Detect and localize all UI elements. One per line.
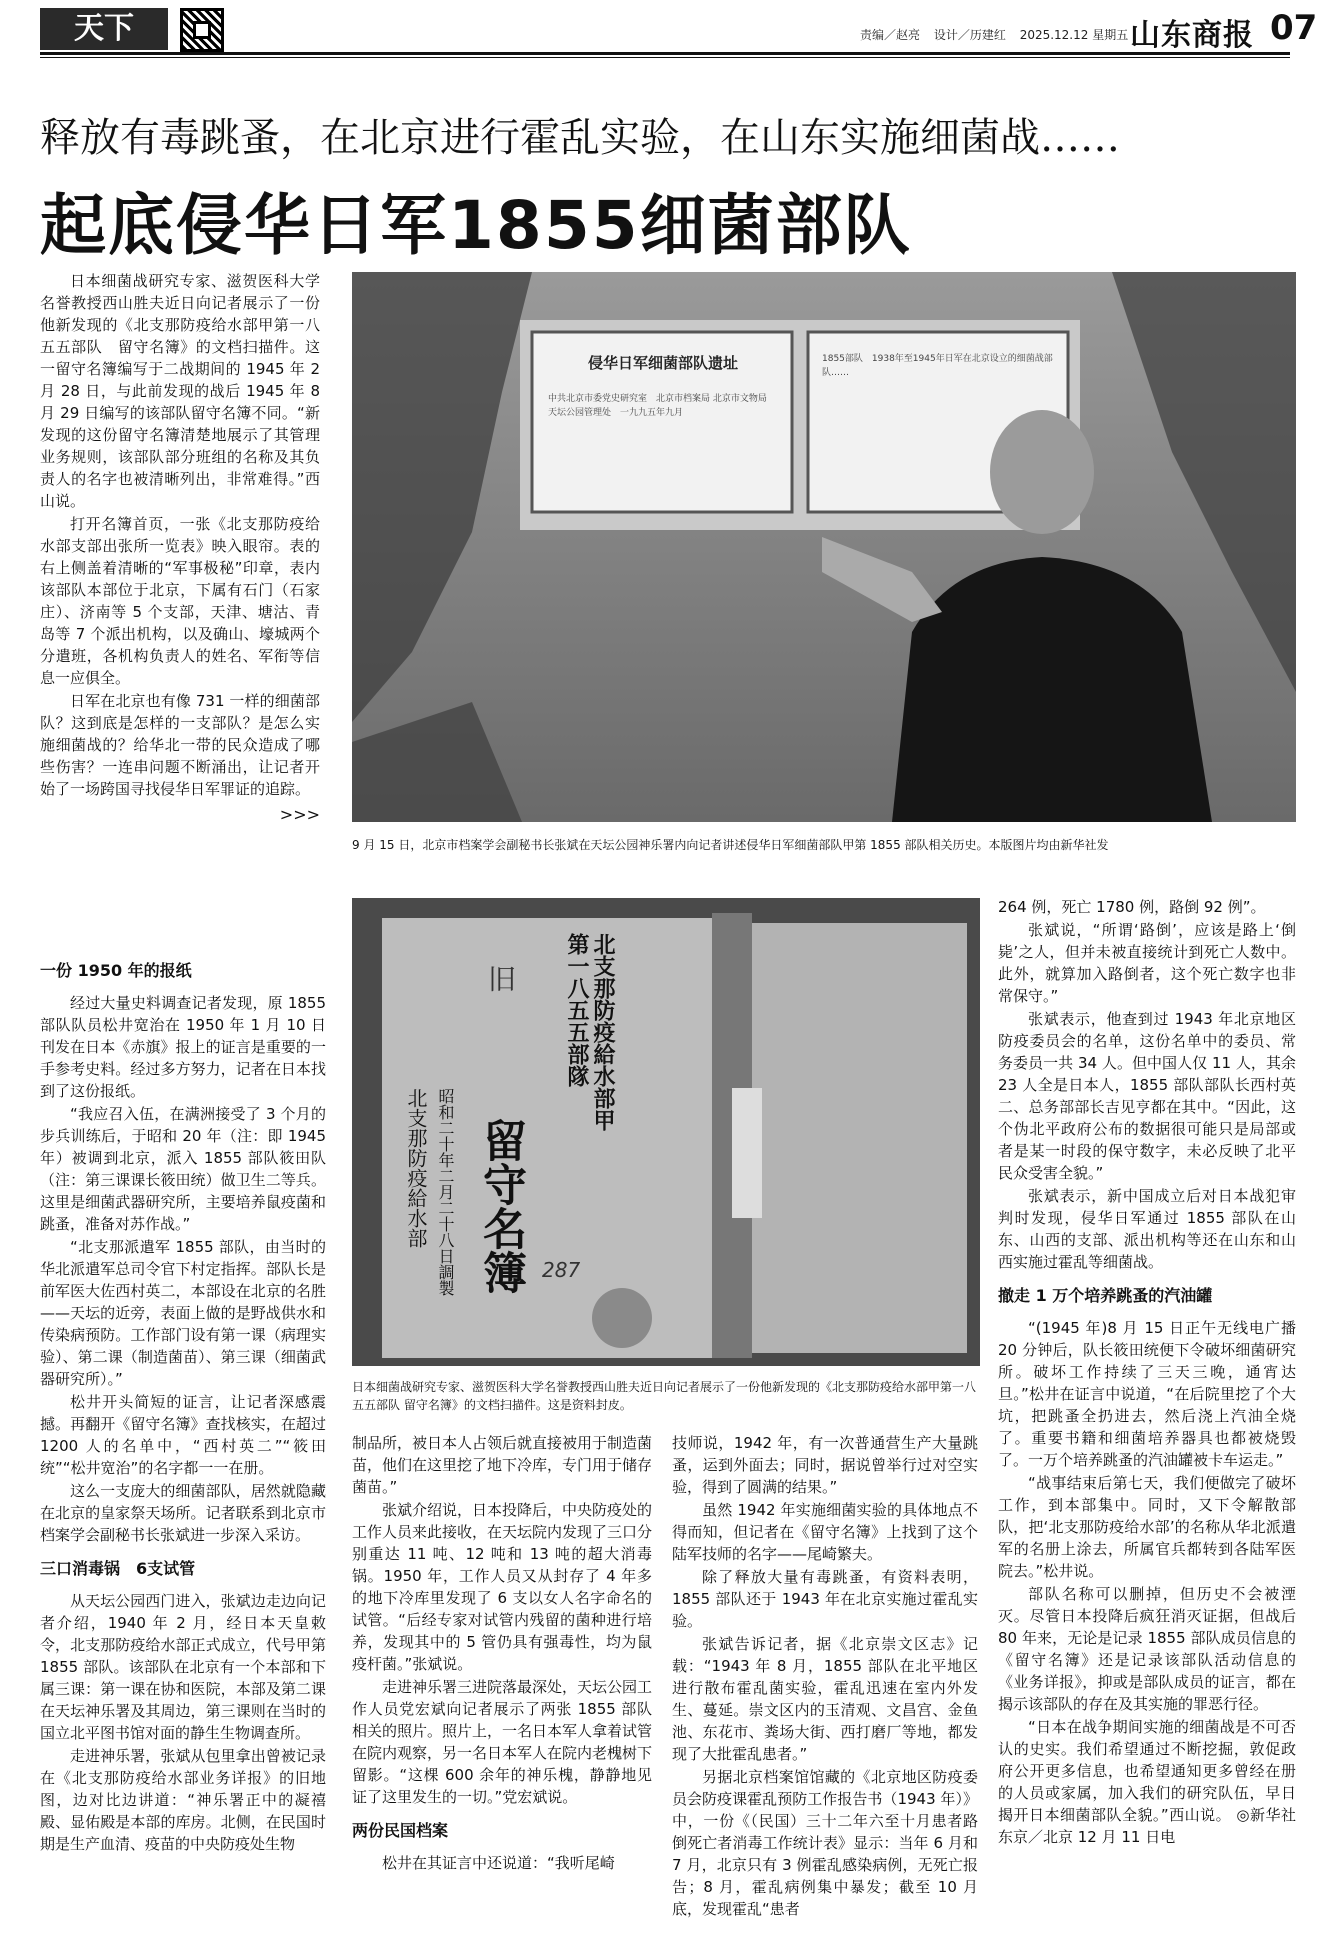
body-paragraph: 张斌说，“所谓‘路倒’，应该是路上‘倒毙’之人，但并未被直接统计到死亡人数中。此外，就算加入路倒者，这个死亡数字也非常保守。”	[998, 921, 1296, 1005]
subhead-gasoline-cans: 撤走 1 万个培养跳蚤的汽油罐	[998, 1286, 1213, 1305]
body-paragraph: “北支那派遣军 1855 部队，由当时的华北派遣军总司令官下村定指挥。部队长是前军医大佐西村英二，本部设在北京的名胜——天坛的近旁，表面上做的是野战供水和传染病预防。工作部门设有第一课（病理实验）、第二课（制造菌苗）、第三课（细菌武器研究所）。”	[40, 1238, 326, 1388]
intro-paragraph: 日本细菌战研究专家、滋贺医科大学名誉教授西山胜夫近日向记者展示了一份他新发现的《北支那防疫给水部甲第一八五五部队 留守名簿》的文档扫描件。这一留守名簿编写于二战期间的 1945 年 2 月 28 日，与此前发现的战后 1945 年 8 月 29 日编写的该部队留守名簿不同。“新发现的这份留守名簿清楚地展示了其管理业务规则，该部队部分班组的名称及其负责人的名字也被清晰列出，非常难得。”西山说。	[40, 272, 320, 510]
designer: 设计／历建红	[933, 28, 1006, 42]
book-publisher: 北支那防疫給水部	[404, 1088, 428, 1248]
book-mark: 旧	[488, 963, 517, 996]
subhead-disinfection-pots: 三口消毒锅 6支试管	[40, 1559, 196, 1578]
body-column-2	[352, 1432, 652, 1875]
editor: 责编／赵亮	[860, 28, 921, 42]
body-paragraph: “(1945 年)8 月 15 日正午无线电广播 20 分钟后，队长筱田统便下令破坏细菌研究所。破坏工作持续了三天三晚，通宵达旦。”松井在证言中说道，“在后院里挖了个大坑，把跳蚤全扔进去，然后浇上汽油全烧了。重要书籍和细菌培养器具也都被烧毁了。一万个培养跳蚤的汽油罐被卡车运走。”	[998, 1319, 1296, 1469]
body-paragraph: 除了释放大量有毒跳蚤，有资料表明，1855 部队还于 1943 年在北京实施过霍乱实验。	[672, 1568, 978, 1630]
masthead	[40, 8, 1323, 54]
kicker-headline: 释放有毒跳蚤，在北京进行霍乱实验，在山东实施细菌战……	[40, 115, 1120, 161]
body-paragraph: 松井开头简短的证言，让记者深感震撼。再翻开《留守名簿》查找核实，在超过 1200 人的名单中，“西村英二”“筱田统”“松井宽治”的名字都一一在册。	[40, 1393, 326, 1477]
body-paragraph: 技师说，1942 年，有一次普通营生产大量跳蚤，运到外面去；同时，据说曾举行过对空实验，得到了圆满的结果。”	[672, 1434, 978, 1496]
body-column-1	[40, 948, 326, 1856]
continued-marker: >>>	[279, 805, 320, 824]
body-paragraph: “战事结束后第七天，我们便做完了破坏工作，到本部集中。同时，又下令解散部队，把‘北支那防疫给水部’的名称从华北派遣军的名册上涂去，所属官兵都转到各陆军医院去。”松井说。	[998, 1474, 1296, 1580]
body-paragraph: 这么一支庞大的细菌部队，居然就隐藏在北京的皇家祭天场所。记者联系到北京市档案学会副秘书长张斌进一步深入采访。	[40, 1482, 326, 1544]
body-paragraph: 从天坛公园西门进入，张斌边走边向记者介绍，1940 年 2 月，经日本天皇敕令，北支那防疫给水部正式成立，代号甲第 1855 部队。该部队在北京有一个本部和下属三课：第一课在协和医院，本部及第二课在天坛神乐署及其周边，第三课则在当时的国立北平图书馆对面的静生生物调查所。	[40, 1592, 326, 1742]
page-number: 07	[1270, 8, 1318, 48]
photo-archive-cover	[352, 898, 980, 1366]
subhead-newspaper-1950: 一份 1950 年的报纸	[40, 961, 192, 980]
page-meta	[860, 26, 1138, 43]
body-paragraph: 264 例，死亡 1780 例，路倒 92 例”。	[998, 898, 1266, 916]
photo1-caption: 9 月 15 日，北京市档案学会副秘书长张斌在天坛公园神乐署内向记者讲述侵华日军细菌部队甲第 1855 部队相关历史。本版图片均由新华社发	[352, 838, 1109, 852]
intro-paragraph: 打开名簿首页，一张《北支那防疫给水部支部出张所一览表》映入眼帘。表的右上侧盖着清晰的“军事极秘”印章，表内该部队本部位于北京，下属有石门（石家庄）、济南等 5 个支部，天津、塘沽、青岛等 7 个派出机构，以及确山、壕城两个分遣班，各机构负责人的姓名、军衔等信息一应俱全。	[40, 515, 320, 687]
masthead-rule	[40, 52, 1290, 55]
book-number: 287	[542, 1258, 581, 1282]
body-paragraph: 经过大量史料调查记者发现，原 1855 部队队员松井宽治在 1950 年 1 月 10 日刊发在日本《赤旗》报上的证言是重要的一手参考史料。经过多方努力，记者在日本找到了这份报纸。	[40, 994, 326, 1100]
date: 2025.12.12 星期五	[1019, 28, 1129, 42]
body-paragraph: 张斌表示，他查到过 1943 年北京地区防疫委员会的名单，这份名单中的委员、常务委员一共 34 人。但中国人仅 11 人，其余 23 人全是日本人，1855 部队部队长西村英二、总务部部长吉见亨都在其中。“因此，这个伪北平政府公布的数据很可能只是局部或者是某一时段的保守数字，未必反映了北平民众受害全貌。”	[998, 1010, 1296, 1182]
intro-column	[40, 270, 320, 830]
photo-temple-wall	[352, 272, 1296, 822]
body-column-3	[672, 1432, 978, 1921]
body-paragraph: 走进神乐署三进院落最深处，天坛公园工作人员党宏斌向记者展示了两张 1855 部队相关的照片。照片上，一名日本军人拿着试管在院内观察，另一名日本军人在院内老槐树下留影。“这棵 600 余年的神乐槐，静静地见证了这里发生的一切。”党宏斌说。	[352, 1678, 653, 1806]
body-paragraph: 走进神乐署，张斌从包里拿出曾被记录在《北支那防疫给水部业务详报》的旧地图，边对比边讲道：“神乐署正中的凝禧殿、显佑殿是本部的库房。北侧，在民国时期是生产血清、疫苗的中央防疫处生物	[40, 1747, 326, 1853]
qr-code-icon[interactable]	[180, 8, 224, 52]
paper-name: 山东商报	[1130, 18, 1254, 53]
photo2-caption: 日本细菌战研究专家、滋贺医科大学名誉教授西山胜夫近日向记者展示了一份他新发现的《北支那防疫给水部甲第一八五五部队 留守名簿》的文档扫描件。这是资料封皮。	[352, 1380, 977, 1412]
book-title: 留守名簿	[475, 1118, 526, 1294]
body-paragraph: 松井在其证言中还说道：“我听尾崎	[382, 1854, 615, 1872]
intro-paragraph: 日军在北京也有像 731 一样的细菌部队？这到底是怎样的一支部队？是怎么实施细菌战的？给华北一带的民众造成了哪些伤害？一连串问题不断涌出，让记者开始了一场跨国寻找侵华日军罪证的追踪。	[40, 692, 320, 798]
body-paragraph: 部队名称可以删掉，但历史不会被湮灭。尽管日本投降后疯狂消灭证据，但战后 80 年来，无论是记录 1855 部队成员信息的《留守名簿》还是记录该部队活动信息的《业务详报》，抑或是部队成员的证言，都在揭示该部队的存在及其实施的罪恶行径。	[998, 1585, 1296, 1713]
section-tag: 天下	[40, 8, 168, 50]
body-column-4	[998, 896, 1296, 1849]
masthead-rule-thin	[40, 57, 1290, 58]
body-paragraph: 张斌介绍说，日本投降后，中央防疫处的工作人员来此接收，在天坛院内发现了三口分别重达 11 吨、12 吨和 13 吨的超大消毒锅。1950 年，工作人员又从封存了 4 年多的地下冷库里发现了 6 支以女人名字命名的试管。“后经专家对试管内残留的菌种进行培养，发现其中的 5 管仍具有强毒性，均为鼠疫杆菌。”张斌说。	[352, 1501, 653, 1673]
body-paragraph: 张斌告诉记者，据《北京崇文区志》记载：“1943 年 8 月，1855 部队在北平地区进行散布霍乱菌实验，霍乱迅速在室内外发生、蔓延。崇文区内的玉清观、文昌宫、金鱼池、东花市、粪场大街、西打磨厂等地，都发现了大批霍乱患者。”	[672, 1635, 978, 1763]
main-headline: 起底侵华日军1855细菌部队	[40, 187, 912, 264]
book-unit: 北支那防疫給水部甲第一八五五部隊	[564, 933, 616, 1131]
body-paragraph: 另据北京档案馆馆藏的《北京地区防疫委员会防疫课霍乱预防工作报告书（1943 年）》中，一份《（民国）三十二年六至十月患者路倒死亡者消毒工作统计表》显示：当年 6 月和 7 月，北京只有 3 例霍乱感染病例，无死亡报告；8 月，霍乱病例集中暴发；截至 10 月底，发现霍乱“患者	[672, 1768, 978, 1918]
plaque-title: 侵华日军细菌部队遗址	[587, 354, 738, 372]
book-date: 昭和二十年二月二十八日調製	[436, 1088, 455, 1296]
body-paragraph: “日本在战争期间实施的细菌战是不可否认的史实。我们希望通过不断挖掘，敦促政府公开更多信息，也希望通知更多曾经在册的人员或家属，加入我们的研究队伍，早日揭开日本细菌部队全貌。”西山说。 ◎新华社东京／北京 12 月 11 日电	[998, 1718, 1296, 1846]
plaque-text-right: 1855部队 1938年至1945年日军在北京设立的细菌战部队……	[822, 354, 1053, 378]
body-paragraph: 制品所，被日本人占领后就直接被用于制造菌苗，他们在这里挖了地下冷库，专门用于储存菌苗。”	[352, 1434, 653, 1496]
body-paragraph: 张斌表示，新中国成立后对日本战犯审判时发现，侵华日军通过 1855 部队在山东、山西的支部、派出机构等还在山东和山西实施过霍乱等细菌战。	[998, 1187, 1296, 1271]
subhead-archives: 两份民国档案	[352, 1821, 449, 1840]
body-paragraph: 虽然 1942 年实施细菌实验的具体地点不得而知，但记者在《留守名簿》上找到了这个陆军技师的名字——尾崎繁夫。	[672, 1501, 978, 1563]
body-paragraph: “我应召入伍，在满洲接受了 3 个月的步兵训练后，于昭和 20 年（注：即 1945 年）被调到北京，派入 1855 部队筱田队（注：第三课课长筱田统）做卫生二等兵。这里是细菌武器研究所，主要培养鼠疫菌和跳蚤，准备对苏作战。”	[40, 1105, 326, 1233]
plaque-text-left: 中共北京市委党史研究室 北京市档案局 北京市文物局 天坛公园管理处 一九九五年九月	[548, 394, 767, 418]
